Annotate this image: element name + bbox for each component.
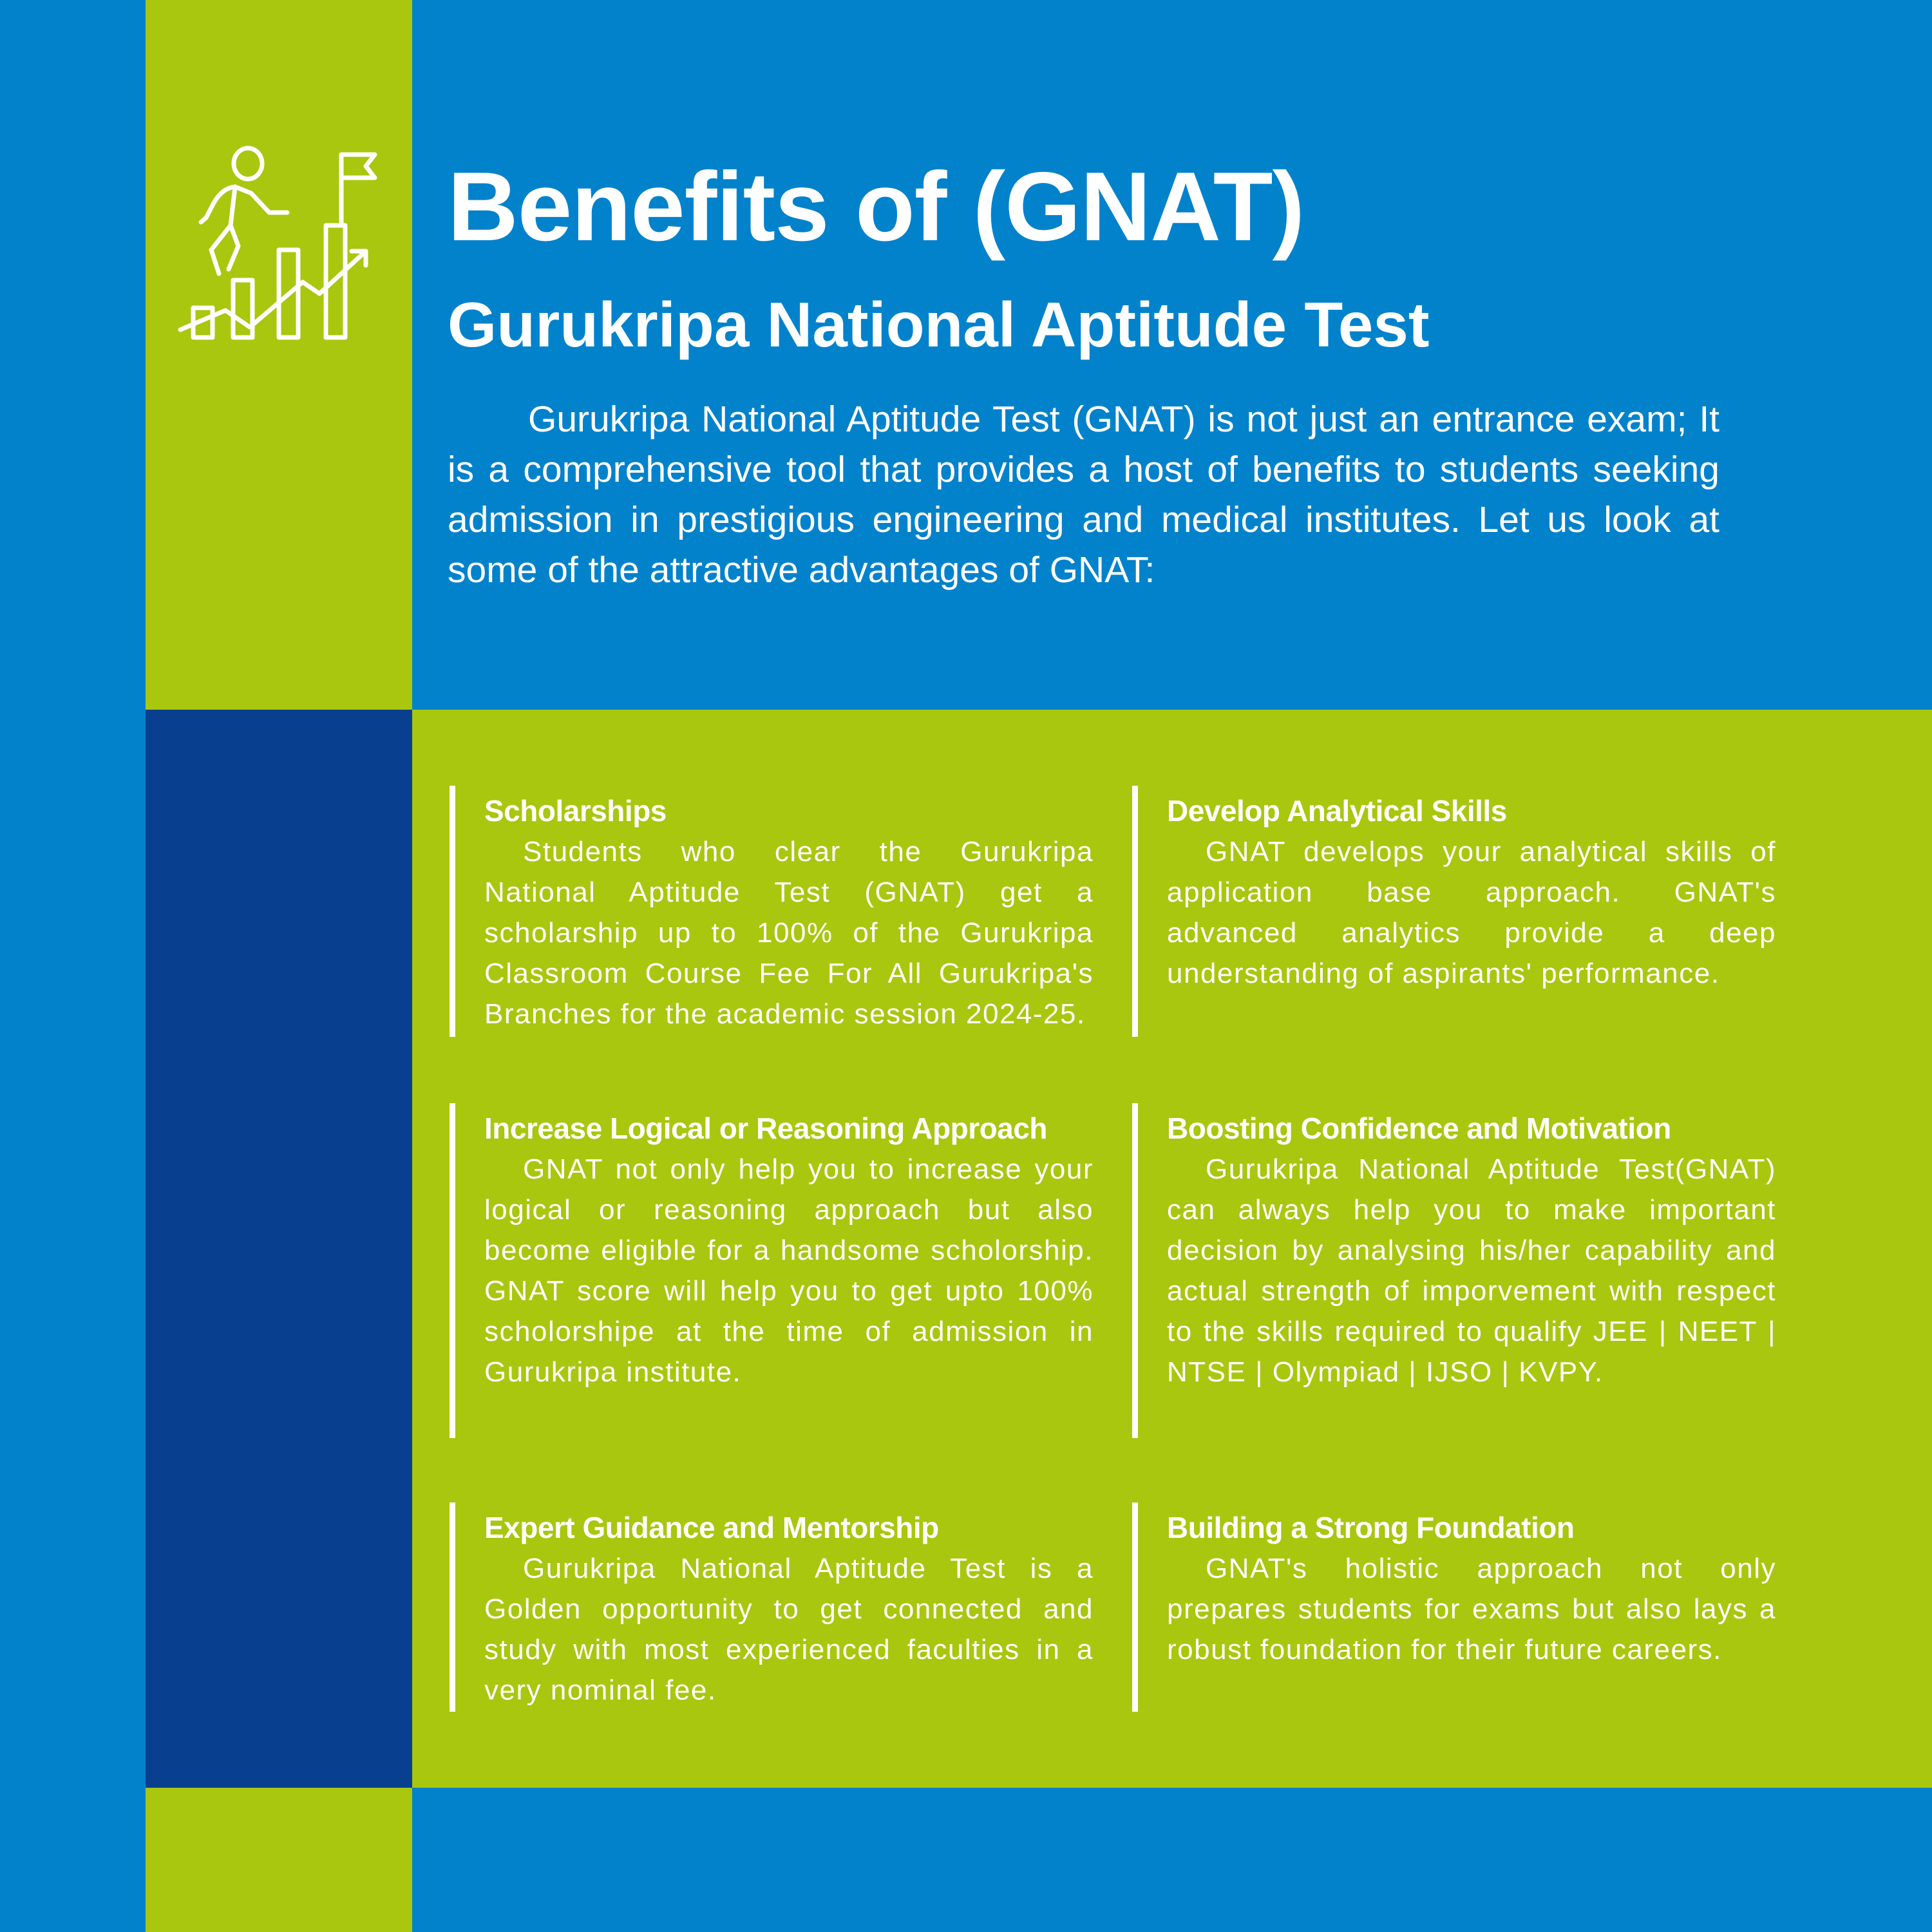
benefit-card-scholarships — [450, 786, 1094, 1037]
bottom-left-green-panel — [146, 1788, 412, 1932]
benefit-card-analytical-skills — [1132, 786, 1776, 1037]
benefit-title: Building a Strong Foundation — [1167, 1511, 1575, 1544]
benefit-text: Students who clear the Gurukripa National Aptitude Test (GNAT) get a scholarship up to 100% of the Gurukripa Classroom Course Fee For All Gurukripa's Branches for the academic session 2024-25. — [484, 836, 1094, 1030]
top-left-green-panel — [146, 0, 412, 710]
benefit-text: Gurukripa National Aptitude Test(GNAT) can always help you to make important decision by analysing his/her capability and actual strength of imporvement with respect to the skills required to qualify JEE | NEET | NTSE | Olympiad | IJSO | KVPY. — [1167, 1153, 1776, 1388]
left-navy-panel — [146, 710, 412, 1788]
benefit-card-expert-guidance — [450, 1502, 1094, 1712]
benefit-title: Increase Logical or Reasoning Approach — [484, 1112, 1047, 1145]
benefit-card-strong-foundation — [1132, 1502, 1776, 1712]
page-subtitle: Gurukripa National Aptitude Test — [448, 289, 1430, 360]
benefit-title: Develop Analytical Skills — [1167, 794, 1507, 828]
benefit-title: Boosting Confidence and Motivation — [1167, 1112, 1671, 1145]
climbing-success-icon — [174, 142, 386, 348]
benefit-card-logical-reasoning — [450, 1103, 1094, 1438]
benefit-text: GNAT develops your analytical skills of application base approach. GNAT's advanced analytics provide a deep understanding of aspirants' performance. — [1167, 836, 1776, 989]
benefit-text: GNAT not only help you to increase your logical or reasoning approach but also become eligible for a handsome scholorship. GNAT score will help you to get upto 100% scholorshipe at the time of admission in Gurukripa institute. — [484, 1153, 1094, 1388]
intro-paragraph: Gurukripa National Aptitude Test (GNAT) is not just an entrance exam; It is a comprehensive tool that provides a host of benefits to students seeking admission in prestigious engineering and medical institutes. Let us look at some of the attractive advantages of GNAT: — [448, 399, 1719, 591]
benefit-text: GNAT's holistic approach not only prepares students for exams but also lays a robust foundation for their future careers. — [1167, 1553, 1776, 1665]
benefit-text: Gurukripa National Aptitude Test is a Golden opportunity to get connected and study with most experienced faculties in a very nominal fee. — [484, 1553, 1094, 1706]
benefit-card-confidence-motivation — [1132, 1103, 1776, 1438]
benefit-title: Scholarships — [484, 794, 667, 828]
benefit-title: Expert Guidance and Mentorship — [484, 1511, 939, 1544]
page-title: Benefits of (GNAT) — [448, 152, 1305, 261]
